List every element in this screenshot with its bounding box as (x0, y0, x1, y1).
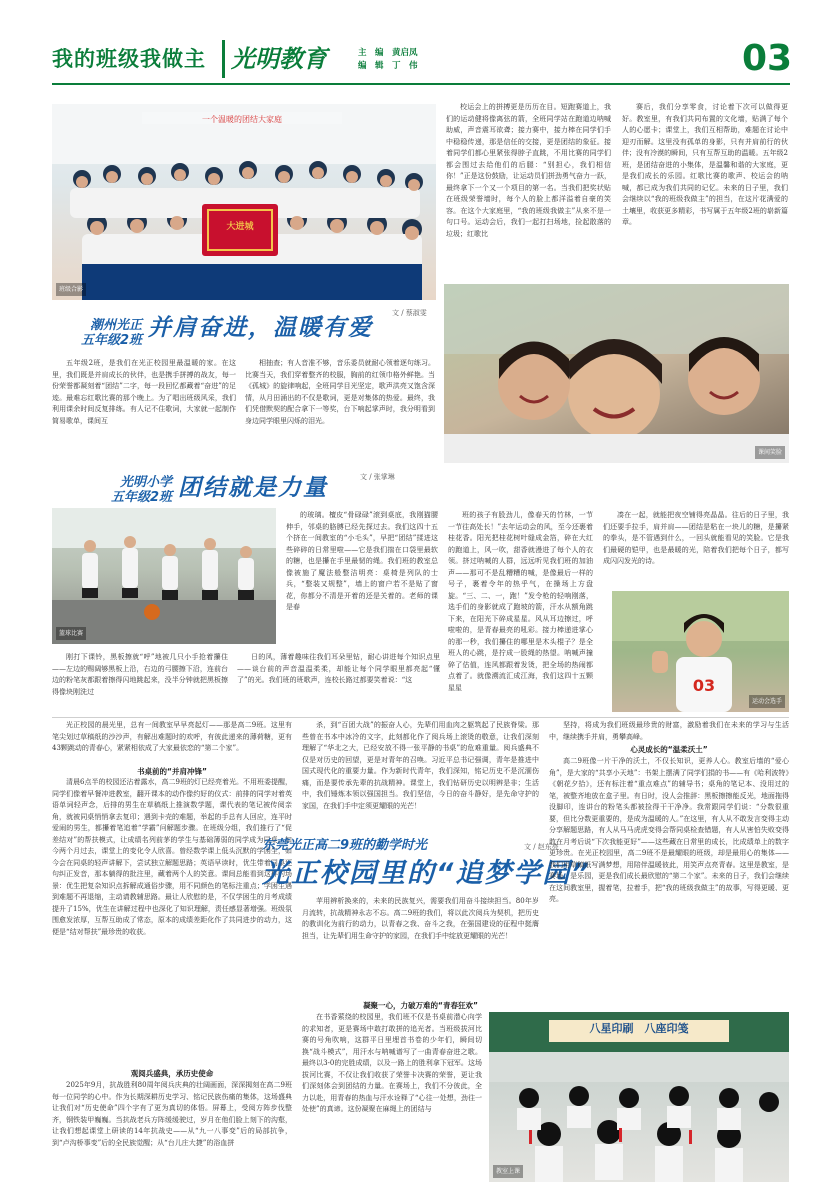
smiling-students-photo (444, 284, 789, 463)
article1-school (62, 318, 142, 348)
smiling-students-illustration (444, 284, 789, 463)
brand-logo: 光明教育 (222, 40, 342, 78)
article1-col4: 赛后，我们分享零食，讨论着下次可以做得更好。教室里，有我们共同布置的文化墙，贴满了每个人的心愿卡；课堂上，我们互相帮助，难题在讨论中迎刃而解。这里没有孤单的身影，只有并肩前行的伙伴；没有冷漠的瞬间，只有互帮互助的温暖。五年级2班，是团结奋进的小集体，是温馨和谐的大家庭，更是我们成长的乐园。红歌比赛的歌声、校运会的呐喊，都已成为我们共同的记忆。未来的日子里，我们会继续以“我的班级我做主”的担当，在这片花满爱的土壤里，收获更多精彩，书写属于五年级2班的崭新篇章。 (622, 103, 788, 226)
article2-class-name: 五年级2班 (110, 490, 172, 505)
article2-school-name: 光明小学 (119, 475, 172, 490)
section-divider (52, 717, 789, 718)
article2-col4: 凑在一起，就能把夜空铺得亮晶晶。往后的日子里，我们还要手拉手，肩并肩——团结是粘在一块儿的糖，是攥紧的拳头，是不管遇到什么，一回头就能看见的笑脸。它是我们最硬的铠甲，也是最暖的光，陪着我们把每个日子，都写成闪闪发光的诗。 (603, 511, 789, 565)
photo-caption-5: 教室上课 (493, 1165, 523, 1178)
article3-subhead-2: 观阅兵盛典，承历史使命 (130, 1069, 214, 1078)
article2-col2a: 的玻璃。檀皮“骨碌碌”滚到桌底，我刚猫腰伸手，邻桌的胳膊已经先探过去。我们这四十五个挤在一间教室的“小毛头”，早把“团结”揉进这些碎碎的日常里啦——它是我们揣在口袋里最软的糖，也是攥在手里最韧的绳。我们班的教室总像被施了魔法般整洁明亮：桌椅是列队的士兵，“整装又规整”，墙上的窗户若不是贴了窗花，你都分不清是开着的还是关着的。老师的课是春 (286, 511, 438, 611)
article3-subhead-3: 凝聚一心，力破万难的“青春狂欢” (363, 1001, 478, 1010)
article2-col1: 刚打下课铃，黑板擦就“呼”地被几只小手抢着攥住——左边的赐阔够黑板上沿，右边的弓腰擦下沿，连前台边的粉笔灰都跟着擦得闪地跳起来，没半分钟就把黑板擦得像块刚洗过 (52, 653, 228, 696)
article3-byline: 文 / 赵东亮 (524, 843, 559, 851)
layout-editor: 编 辑 丁 伟 (358, 61, 418, 71)
svg-text:一个温暖的团结大家庭: 一个温暖的团结大家庭 (202, 115, 282, 124)
banner-text: 大进城 (226, 222, 254, 232)
classroom-photo (489, 1012, 789, 1182)
svg-text:03: 03 (692, 676, 716, 695)
basketball-illustration (52, 508, 276, 644)
page-number: 03 (742, 38, 793, 79)
page-section-title: 我的班级我做主 (52, 47, 206, 71)
article3-title: 光正校园里的“追梦学园” (262, 858, 591, 889)
editor-credits (358, 47, 418, 73)
classroom-banner-text: 八星印刷 八座印笺 (589, 1022, 689, 1035)
article1-col3: 校运会上的拼搏更是历历在目。短跑赛道上，我们的运动健将像离弦的箭，全班同学站在跑道边呐喊助威，声音震耳欲聋；接力赛中，接力棒在同学们手中稳稳传递，那是信任的交接，更是团结的象征。接着同学们都心里紧张得脖子直跳，不用比赛的同学们都会围过去给他们的后腿：“别担心，我们相信你！”正是这份鼓励，让运动员们拼劲勇气奋力一跃，最终拿下一个又一个项目的第一名。当我们把奖状贴在班级荣誉墙时，每个人的脸上都洋溢着自豪的笑容。在这个大家庭里，“我的班级我做主”从来不是一句口号。运动会后，我们一起打扫场地，捡起散落的垃圾；红歌比 (446, 103, 611, 238)
article3-subhead-4: 心灵成长的“温柔沃土” (630, 745, 708, 754)
article2-byline: 文 / 张掌琳 (360, 473, 395, 481)
group-photo-illustration (52, 104, 436, 300)
article3-section2-tail: 苹用辨析换来的，未来的民族复兴，需要我们用奋斗接续担当。80年岁月流转，抗战精神永志不忘。高二9班的我们，将以此次阅兵为契机，把历史的教训化为前行的动力，以青春之我、奋斗之我，在强国建设的征程中挺膺担当，让先辈们用生命守护的家园，在我们手中绽放更耀眼的光芒！ (302, 897, 539, 940)
header-rule (52, 83, 790, 85)
article1-col1: 五年级2班，是我们在光正校园里最温暖的家。在这里，我们既是并肩成长的伙伴，也是携手拼搏的战友，每一份荣誉都凝刻着“团结”二字，每一段回忆都藏着“奋进”的足迹。最难忘红歌比赛的那个晚上。为了唱出班级风采，我们利用课余时间反复排练。有人记不住歌词，大家就一起制作简易歌单，课间互 (52, 359, 236, 425)
article2-col3: 班的孩子有股劲儿，像春天的竹林，一节一节往高处长！”去年运动会的风，至今还裹着桂花香。阳光把桂花树叶缝成金箔，碎在大红的跑道上，风一吹，甜香就漫进了每个人的衣领。挤过呐喊的人群，远远听见我们班的加油声——那可不是乱糟糟的喊，是像最后一样的号子，裹着令年的热乎气，在操场上方盘旋。“三、二、一，跑！”发令枪的轻响刚落，选手们的身影就成了跑坡的箭，汗水从额角跳下来，在阳光下碎成星星。风从耳边擦过，呼啦啦的，是青春最亮的吼彩。接力棒递进掌心的那一秒，我们攥住的哪里是木头棍子？是全班人的心跳，是拧成一股绳的热望。呐喊声撞碎了估值，连风都跟着发烫，把全场的热闹都点着了。就像溯流汇成江海，我们这四十五颗星星 (448, 511, 593, 692)
article1-school-name: 潮州光正 (89, 318, 142, 333)
article3-section2: 2025年9月，抗战胜利80周年阅兵庆典的壮阔画面，深深揭刻在高二9班每一位同学的心中。作为长期深耕历史学习、铭记民族伤痛的集体，这场盛典让我们对“历史使命”四个字有了更为真切的体悟。屏幕上，受阅方阵步伐整齐，钢铁装甲巍巍。当抗战老兵方阵缓缓驶过，岁月在他们脸上刻下的沟壑，让我们想起课堂上研读的14年抗战史——从“九一八事变”后的局部抗争，到“卢沟桥事变”后的全民族觉醒；从“台儿庄大捷”的浴血拼 (52, 1081, 292, 1147)
photo-caption-3: 篮球比赛 (56, 627, 86, 640)
article3-section2-continued: 杀，到“百团大战”的振奋人心，先辈们用血肉之躯筑起了民族脊梁。那些曾在书本中冰冷的文字，此刻都化作了阅兵场上滚烫的敬意，让我们深刻理解了“华北之大，已经安放不得一张平静的书桌”的危难重量。阅兵盛典不仅是对历史的回望，更是对青年的召唤。习近平总书记强调，青年是推进中国式现代化的重要力量。作为新时代青年，我们深知，铭记历史不是沉湎伤痛，而是要传承先辈的抗战精神。课堂上，我们钻研历史以明辨是非；生活中，我们锤炼本领以强国担当。我们坚信，今日的奋斗静好，是先命守护的家国，在我们手中定须更耀眼的光芒！ (302, 721, 539, 810)
photo-caption-2: 课间笑脸 (755, 446, 785, 459)
article3-kicker: 东莞光正高二9班的勤学时光 (262, 838, 428, 853)
basketball-photo (52, 508, 276, 644)
athlete-photo (612, 591, 789, 712)
article3-col3-top: 坚持，将成为我们班级最珍贵的财富，激励着我们在未来的学习与生活中，继续携手并肩，勇攀高峰。 (549, 721, 789, 741)
chief-editor: 主 编 黄启凤 (358, 48, 418, 58)
photo-caption-4: 运动会选手 (749, 695, 785, 708)
article1-byline: 文 / 蔡淑雯 (392, 309, 427, 317)
article1-class-name: 五年级2班 (80, 333, 142, 348)
article3-section4: 高二9班像一片干净的沃土，不仅长知识，更养人心。教室后墙的“爱心角”，是大家的“共享小天地”：书架上摆满了同学们捐的书——有《哈利波特》《朝花夕拾》，还有标注着“重点难点”的辅导书；桌角的笔记本、没用过的笔，被整齐地放在盒子里。有日时，没人会推辞：黑板擦擦能反光，地面拖得没脚印，连讲台的粉笔头都被捡得干干净净。我常跟同学们说：“分数很重要，但比分数更重要的，是成为温暖的人。”在这里，有人从不敢发言变得主动分享解题思路，有人从马马虎虎变得会帮同桌检查错题，有人从害怕失败变得敢在月考后说“下次我能更好”——这些藏在日常里的成长，比成绩单上的数字更珍贵。在光正校园里，高二9班不是最耀眼的班级，却是最用心的集体——我们用草稿纸写满梦想，用陪伴温暖彼此，用笑声点亮青春。这里是教室，是赛场，是乐园，更是我们成长最欣慰的“第二个家”。未来的日子，我们会继续在这间教室里，握着笔，拉着手，把“我的班级我做主”的故事，写得更暖、更亮。 (549, 757, 789, 903)
article2-school (90, 475, 172, 505)
article3-section1: 清晨6点半的校园还沾着露水，高二9班的灯已经亮着光。不用班委提醒，同学们像着早餐冲进教室，翻开课本的动作像约好的仪式：前排的同学对着英语单词轻声念，后排的男生在草稿纸上推演数学题，课代表的笔记被传阅亲角，就被同桌悄悄拿去复印；遇到卡壳的难题，举起的手总有人回应，连平时爱闹的男生，都攥着笔追着“学霸”问解题步骤。在班级分组，我们推行了“促差结对”的帮扶模式，让成绩名列前茅的学生与基础薄弱的同学成为同桌。如今两个月过去，课堂上的变化令人欣喜。曾经数学课上低头沉默的学困生，如今会在同桌的轻声讲解下，尝试独立解题思路；英语早读时，优生带着同桌逐句纠正发音，那本躺得的批注里，藏着两个人的笑意。课间总能看到这样的场景：优生把复杂知识点拆解成通俗步骤，用不同颜色的笔标注重点；学困生遇到难题不再退缩，主动请教辅思路。最让人欣慰的是，不仅学困生的月考成绩提升了15%，优生在讲解过程中也深化了知识理解，责任感显著增强。班级氛围愈发浓厚，互帮互助成了常态，原本的成绩差距化作了共同进步的动力，这便是“结对帮扶”最珍贵的收获。 (52, 778, 292, 936)
article3-subhead-1: 书桌前的“并肩冲锋” (137, 767, 207, 776)
classroom-illustration (489, 1012, 789, 1182)
article3-section3: 在书香萦绕的校园里，我们班不仅是书桌前潜心向学的求知者，更是赛场中敢打敢拼的追光者。当班级拔河比赛的号角吹响，这群平日里埋首书卷的少年们，瞬间切换“战斗模式”，用汗水与呐喊谱写了一曲青春奋进之歌。最终以3-0的完胜成绩，以及一路上的胜利拿下冠军。这场拔河比赛，不仅让我们收获了荣誉卡决赛的荣誉，更让我们深刻体会到团结的力量。在赛场上，我们不分彼此，全力以赴，用青春的热血与汗水诠释了“心往一处想，劲往一处使”的真谛。这份凝聚在麻绳上的团结与 (302, 1013, 482, 1113)
athlete-illustration (612, 591, 789, 712)
article1-col2: 相抽查；有人音准不够，音乐委员就耐心领着逐句练习。比赛当天，我们穿着整齐的校服，胸前的红领巾格外鲜艳。当《孤城》的旋律响起，全班同学目光坚定，歌声洪亮又饱含深情，从月田涌出的不仅是歌词，更是对集体的热爱。最终，我们凭借默契的配合拿下一等奖，台下响起掌声时，我分明看到身边同学眼里闪烁的泪光。 (245, 359, 435, 425)
article2-col2b: 日的风，薄着趣味往我们耳朵里钻，耐心讲进每个知识点里——谈台前的声音温温柔柔，却能让每个同学眼里都亮起“懂了”的光。我们班的班歌声，连校长路过都要笑着说：“这 (237, 653, 440, 684)
article1-title: 并肩奋进，温暖有爱 (148, 315, 373, 341)
class-group-photo (52, 104, 436, 300)
article3-intro: 光正校园的晨光里，总有一间教室早早亮起灯——那是高二9班。这里有笔尖划过草稿纸的沙沙声，有解出难题时的欢呼，有彼此递来的薄荷糖，更有43颗跳动的青春心，紧紧相依成了大家最依恋的“第二个家”。 (52, 721, 292, 752)
article2-title: 团结就是力量 (178, 475, 328, 501)
photo-caption-1: 班级合影 (56, 283, 86, 296)
